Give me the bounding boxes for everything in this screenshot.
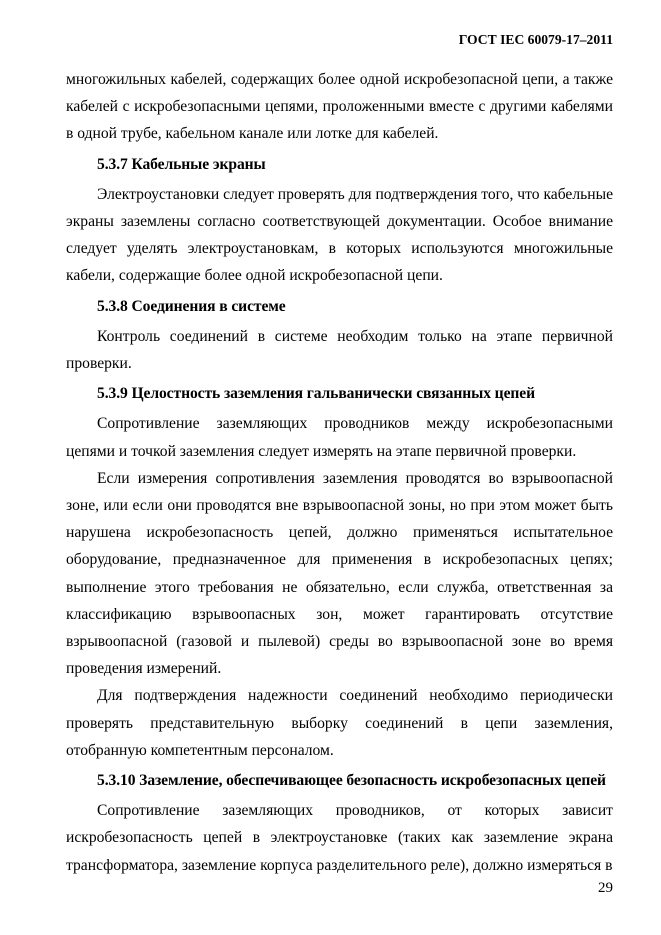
page-number: 29 bbox=[598, 880, 613, 896]
paragraph-system-connections: Контроль соединений в системе необходим только на этапе первичной проверки. bbox=[66, 327, 613, 373]
standard-header: ГОСТ IEC 60079-17–2011 bbox=[458, 32, 613, 47]
paragraph-resistance: Сопротивление заземляющих проводников между искробезопасными цепями и точкой заземления следует измерять на этапе первичной проверки. bbox=[66, 415, 613, 460]
section-heading-5-3-8: 5.3.8 Соединения в системе bbox=[97, 297, 286, 315]
paragraph-continuation: многожильных кабелей, содержащих более одной искробезопасной цепи, а также кабелей с искробезопасными цепями, проложенными вместе с другими кабелями в одной трубе, кабельном канале или лотке для кабелей. bbox=[66, 71, 613, 143]
section-heading-5-3-7: 5.3.7 Кабельные экраны bbox=[97, 155, 266, 173]
document-body bbox=[66, 66, 613, 879]
paragraph-reliability: Для подтверждения надежности соединений необходимо периодически проверять представительную выборку соединений в цепи заземления, отобранную компетентным персоналом. bbox=[66, 687, 613, 759]
section-heading-5-3-9: 5.3.9 Целостность заземления гальванически связанных цепей bbox=[97, 385, 535, 403]
section-heading-5-3-10: 5.3.10 Заземление, обеспечивающее безопасность искробезопасных цепей bbox=[97, 772, 606, 790]
paragraph-measurements: Если измерения сопротивления заземления проводятся во взрывоопасной зоне, или если они проводятся вне взрывоопасной зоны, но при этом может быть нарушена искробезопасность цепей, должно применяться испытательное оборудование, предназначенное для применения в искробезопасных цепях; выполнение этого требования не обязательно, если служба, ответственная за классификацию взрывоопасных зон, может гарантировать отсутствие взрывоопасной (газовой и пылевой) среды во взрывоопасной зоне во время проведения измерений. bbox=[66, 469, 613, 678]
paragraph-cable-screens: Электроустановки следует проверять для подтверждения того, что кабельные экраны заземлены согласно соответствующей документации. Особое внимание следует уделять электроустановкам, в которых используются многожильные кабели, содержащие более одной искробезопасной цепи. bbox=[66, 185, 613, 285]
paragraph-grounding: Сопротивление заземляющих проводников, от которых зависит искробезопасность цепей в электроустановке (таких как заземление экрана трансформатора, заземление корпуса разделительного реле), должно измеряться в bbox=[66, 802, 613, 874]
